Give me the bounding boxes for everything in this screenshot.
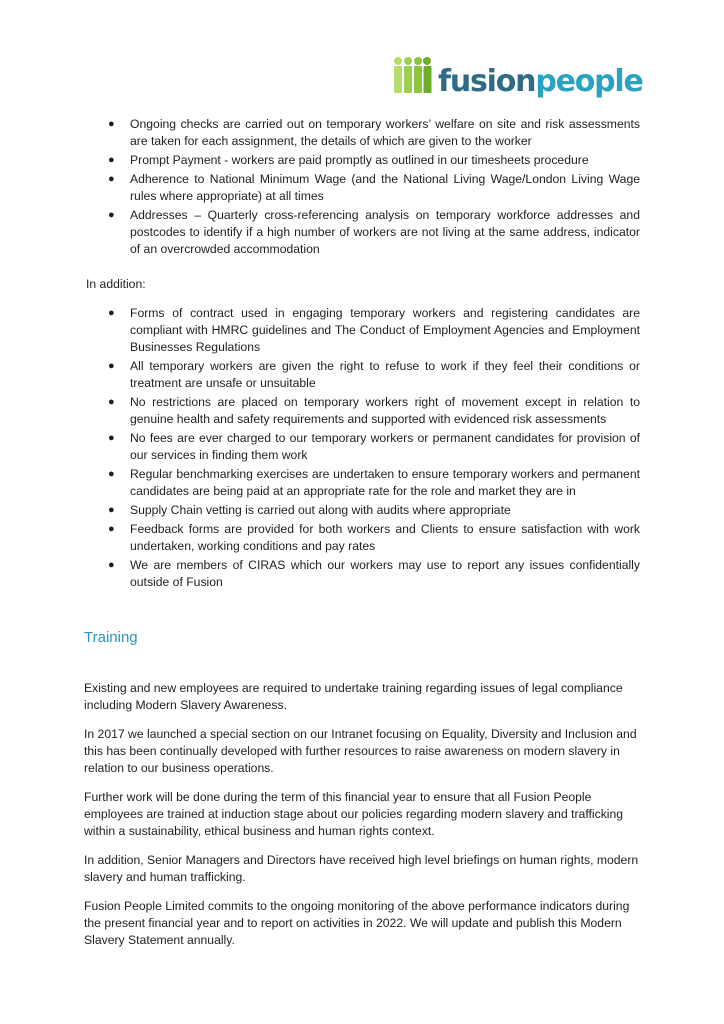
- list-item: ● All temporary workers are given the right to refuse to work if they feel their conditions or treatment are unsafe or unsuitable: [108, 359, 640, 390]
- paragraph: Fusion People Limited commits to the ongoing monitoring of the above performance indicators during the present financial year and to report on activities in 2022. We will update and publish this Modern Slavery Statement annually.: [84, 899, 630, 947]
- checks-list: [108, 116, 640, 258]
- bullet-icon: ●: [108, 432, 115, 444]
- logo-word-fusion: fusion: [438, 64, 536, 99]
- list-item: ● Prompt Payment - workers are paid promptly as outlined in our timesheets procedure: [108, 153, 589, 167]
- logo-word-people: people: [535, 64, 643, 99]
- list-item: ● No fees are ever charged to our temporary workers or permanent candidates for provision of our services in finding them work: [108, 431, 640, 462]
- paragraph: Existing and new employees are required to undertake training regarding issues of legal compliance including Modern Slavery Awareness.: [84, 681, 623, 712]
- list-item: ● No restrictions are placed on temporary workers right of movement except in relation to genuine health and safety requirements and supported with evidenced risk assessments: [108, 395, 640, 426]
- bullet-icon: ●: [108, 118, 115, 130]
- in-addition-label: In addition:: [86, 277, 146, 291]
- bullet-icon: ●: [108, 154, 115, 166]
- additional-measures-list: [108, 305, 640, 591]
- logo-wordmark: [438, 65, 643, 99]
- paragraph: In 2017 we launched a special section on our Intranet focusing on Equality, Diversity and Inclusion and this has been continually developed with further resources to raise awareness on modern slavery in relation to our business operations.: [84, 727, 637, 775]
- bullet-icon: ●: [108, 209, 115, 221]
- bullet-icon: ●: [108, 523, 115, 535]
- list-item: ● We are members of CIRAS which our workers may use to report any issues confidentially outside of Fusion: [108, 558, 640, 589]
- list-item: ● Feedback forms are provided for both workers and Clients to ensure satisfaction with work undertaken, working conditions and pay rates: [108, 522, 640, 553]
- list-item: ● Addresses – Quarterly cross-referencing analysis on temporary workforce addresses and postcodes to identify if a high number of workers are not living at the same address, indicator of an overcrowded accommodation: [108, 208, 640, 256]
- list-item: ● Regular benchmarking exercises are undertaken to ensure temporary workers and permanent candidates are being paid at an appropriate rate for the role and market they are in: [108, 467, 640, 498]
- list-item: ● Supply Chain vetting is carried out along with audits where appropriate: [108, 503, 511, 517]
- training-heading: Training: [84, 629, 138, 646]
- bullet-icon: ●: [108, 396, 115, 408]
- list-item: ● Ongoing checks are carried out on temporary workers’ welfare on site and risk assessments are taken for each assignment, the details of which are given to the worker: [108, 117, 640, 148]
- bullet-icon: ●: [108, 559, 115, 571]
- fusionpeople-logo: [393, 56, 643, 99]
- bullet-icon: ●: [108, 504, 115, 516]
- paragraph: In addition, Senior Managers and Directors have received high level briefings on human rights, modern slavery and human trafficking.: [84, 853, 639, 884]
- bullet-icon: ●: [108, 468, 115, 480]
- people-group-logo-icon: [393, 56, 433, 96]
- paragraph: Further work will be done during the term of this financial year to ensure that all Fusion People employees are trained at induction stage about our policies regarding modern slavery and trafficking within a sustainability, ethical business and human rights context.: [84, 790, 624, 838]
- document-body: [84, 116, 640, 961]
- bullet-icon: ●: [108, 307, 115, 319]
- bullet-icon: ●: [108, 173, 115, 185]
- list-item: ● Adherence to National Minimum Wage (and the National Living Wage/London Living Wage rules where appropriate) at all times: [108, 172, 640, 203]
- list-item: ● Forms of contract used in engaging temporary workers and registering candidates are compliant with HMRC guidelines and The Conduct of Employment Agencies and Employment Businesses Regulations: [108, 306, 640, 354]
- bullet-icon: ●: [108, 360, 115, 372]
